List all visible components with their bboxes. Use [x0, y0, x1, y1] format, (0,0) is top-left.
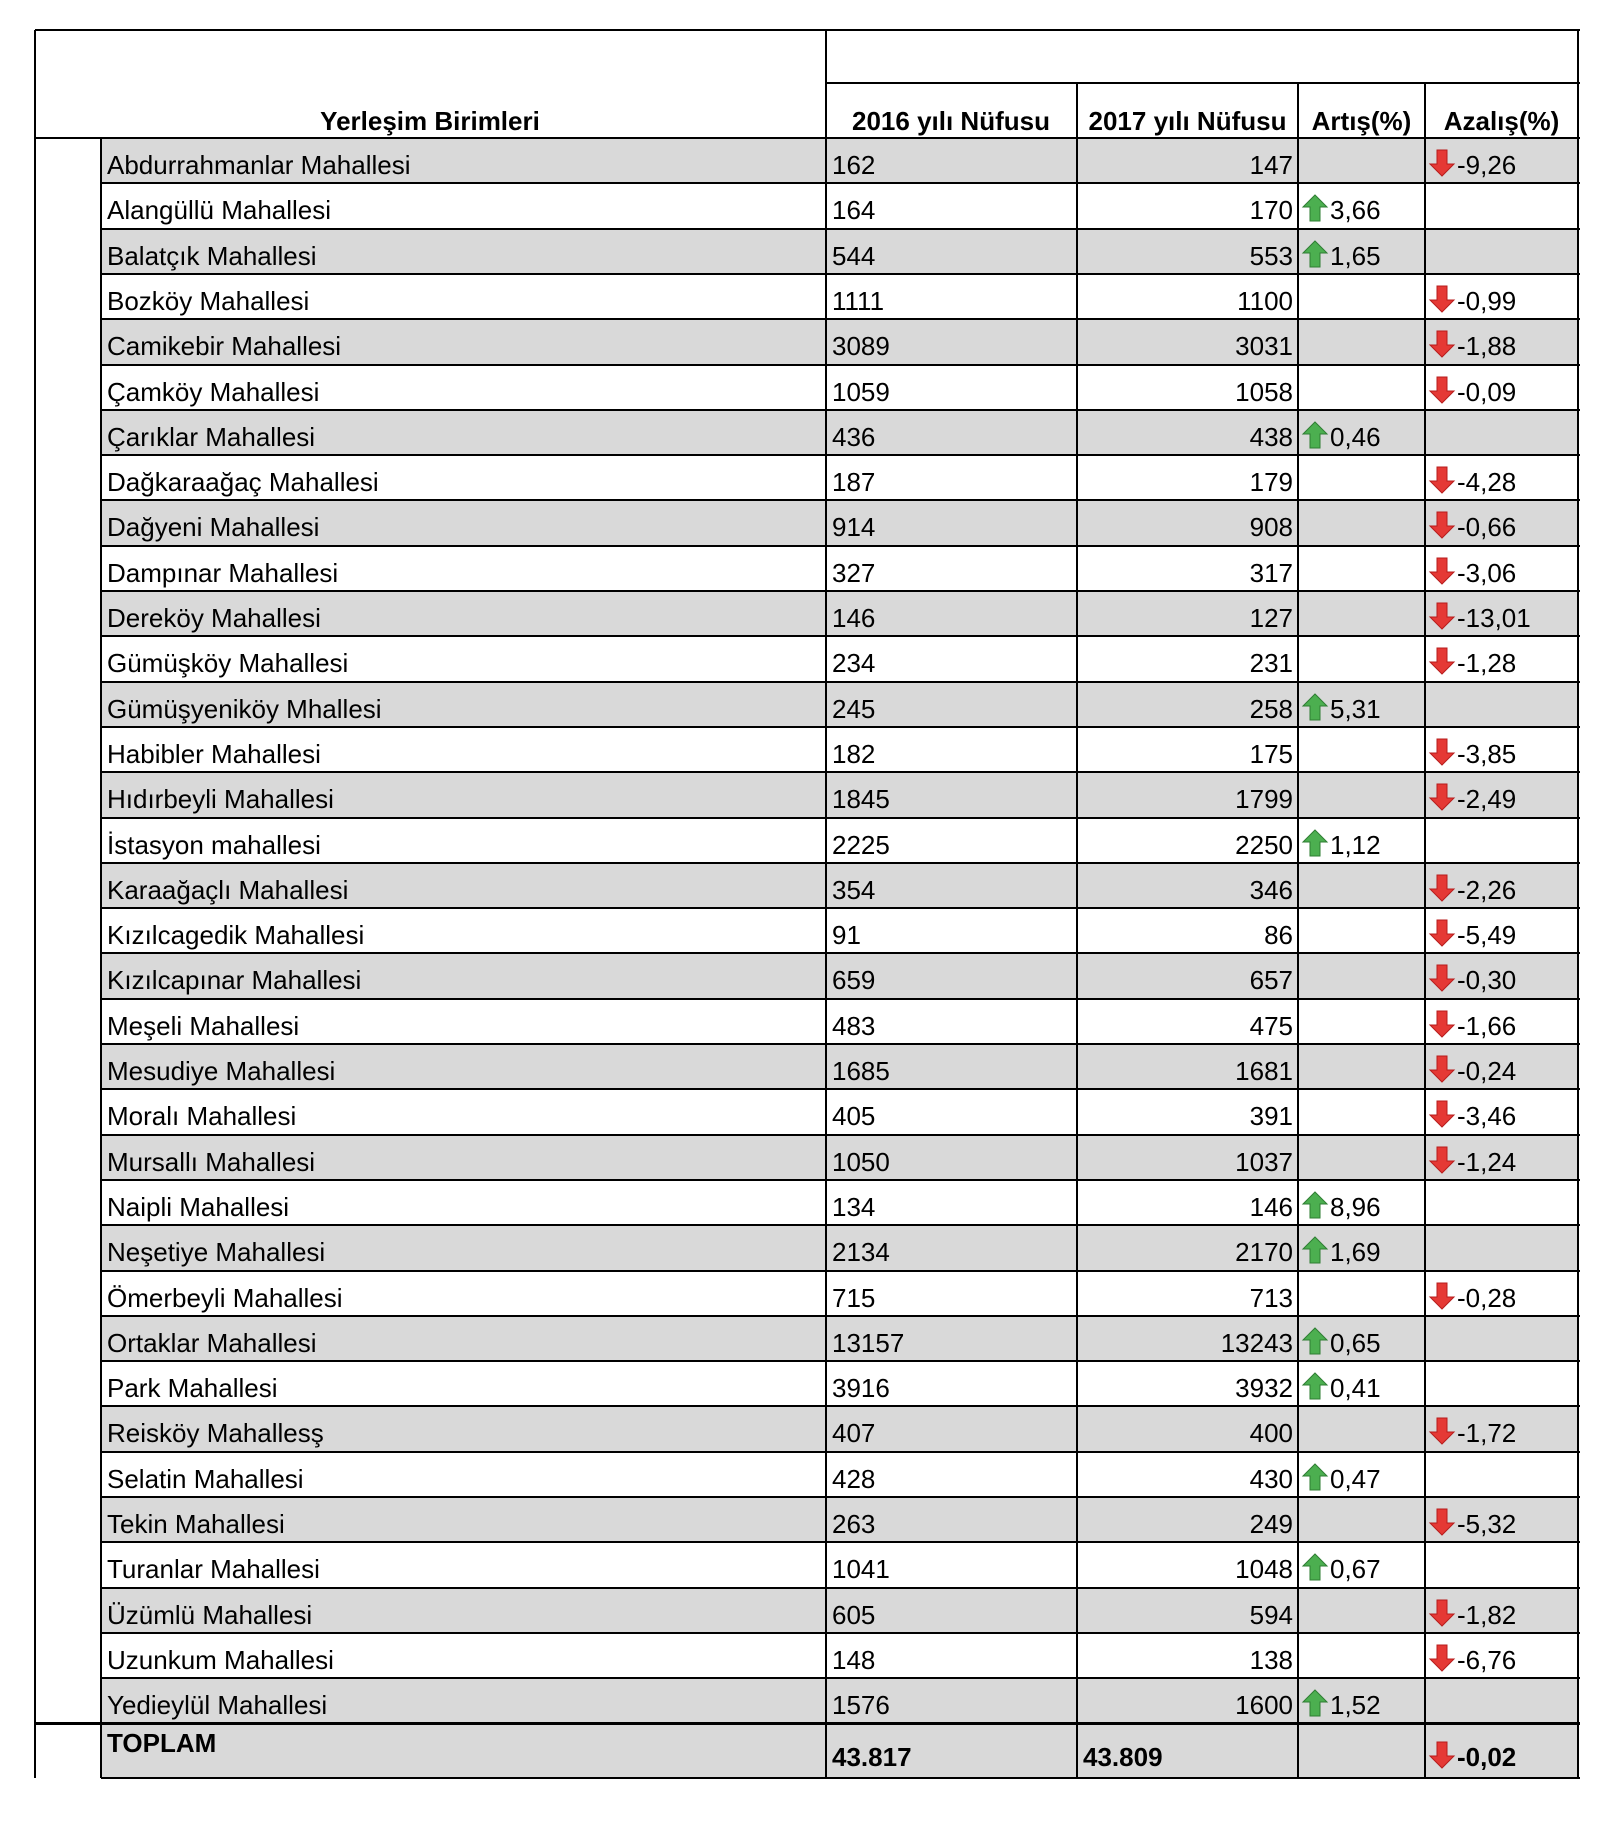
grid-line [101, 998, 1580, 1000]
grid-line [101, 1451, 1580, 1453]
arrow-down-icon [1428, 1598, 1456, 1628]
row-population-2016: 1050 [832, 1146, 890, 1177]
row-decrease-value: -1,24 [1457, 1146, 1517, 1177]
arrow-up-icon [1301, 1552, 1329, 1582]
row-population-2016: 148 [832, 1644, 876, 1675]
arrow-down-icon [1428, 1740, 1456, 1770]
grid-line [35, 29, 1580, 31]
row-decrease-value: -9,26 [1457, 150, 1517, 180]
grid-line [101, 545, 1580, 547]
row-increase-value: 5,31 [1330, 693, 1381, 724]
arrow-up-icon [1301, 239, 1329, 269]
row-increase-value: 0,65 [1330, 1327, 1381, 1358]
grid-line [1577, 30, 1579, 1778]
row-population-2016: 2134 [832, 1237, 890, 1268]
row-population-2017: 1058 [1235, 376, 1293, 407]
row-decrease-value: -3,46 [1457, 1101, 1517, 1132]
arrow-up-icon [1301, 1688, 1329, 1718]
row-decrease-value: -1,28 [1457, 648, 1517, 679]
grid-line [101, 952, 1580, 954]
row-decrease-value: -0,28 [1457, 1282, 1517, 1313]
row-name: Camikebir Mahallesi [107, 331, 342, 362]
arrow-down-icon [1428, 601, 1456, 631]
grid-line [101, 726, 1580, 728]
row-population-2017: 1681 [1235, 1056, 1293, 1086]
row-population-2017: 170 [1249, 195, 1293, 226]
arrow-down-icon [1428, 1054, 1456, 1084]
grid-line [101, 273, 1580, 275]
arrow-down-icon [1428, 1145, 1456, 1175]
grid-line [101, 1360, 1580, 1362]
arrow-down-icon [1428, 782, 1456, 812]
arrow-up-icon [1301, 828, 1329, 858]
row-decrease-value: -0,09 [1457, 376, 1517, 407]
arrow-up-icon [1301, 1462, 1329, 1492]
grid-line [101, 1270, 1580, 1272]
row-decrease-value: -1,66 [1457, 1010, 1517, 1041]
row-population-2016: 263 [832, 1509, 876, 1539]
row-population-2016: 354 [832, 874, 876, 905]
arrow-down-icon [1428, 1099, 1456, 1129]
row-decrease-value: -1,88 [1457, 331, 1517, 362]
row-decrease-value: -0,66 [1457, 512, 1517, 543]
row-population-2017: 175 [1249, 738, 1293, 769]
total-label: TOPLAM [107, 1727, 217, 1758]
row-name: Gümüşköy Mahallesi [107, 648, 349, 679]
row-population-2017: 138 [1249, 1644, 1293, 1675]
row-name: Hıdırbeyli Mahallesi [107, 784, 334, 815]
row-population-2016: 91 [832, 920, 861, 951]
grid-line [101, 681, 1580, 683]
grid-line [101, 1541, 1580, 1543]
row-increase-value: 0,47 [1330, 1463, 1381, 1494]
grid-line [1297, 83, 1299, 1778]
arrow-down-icon [1428, 1281, 1456, 1311]
row-population-2017: 1799 [1235, 784, 1293, 815]
arrow-down-icon [1428, 148, 1456, 178]
arrow-down-icon [1428, 510, 1456, 540]
row-decrease-value: -0,24 [1457, 1056, 1517, 1086]
arrow-up-icon [1301, 1552, 1329, 1582]
grid-line [101, 1088, 1580, 1090]
arrow-down-icon [1428, 918, 1456, 948]
row-name: Çarıklar Mahallesi [107, 421, 316, 452]
row-decrease-value: -0,99 [1457, 285, 1517, 316]
arrow-down-icon [1428, 510, 1456, 540]
arrow-down-icon [1428, 375, 1456, 405]
row-population-2017: 231 [1249, 648, 1293, 679]
row-name: Abdurrahmanlar Mahallesi [107, 150, 411, 180]
row-population-2016: 405 [832, 1101, 876, 1132]
row-population-2017: 553 [1249, 240, 1293, 271]
row-name: Habibler Mahallesi [107, 738, 321, 769]
row-population-2016: 1685 [832, 1056, 890, 1086]
arrow-down-icon [1428, 329, 1456, 359]
row-population-2016: 234 [832, 648, 876, 679]
row-increase-value: 0,41 [1330, 1373, 1381, 1404]
row-name: Üzümlü Mahallesi [107, 1599, 313, 1630]
row-population-2016: 428 [832, 1463, 876, 1494]
row-population-2017: 1100 [1237, 285, 1293, 316]
row-population-2016: 1041 [832, 1554, 890, 1585]
arrow-up-icon [1301, 1190, 1329, 1220]
row-population-2017: 2250 [1235, 829, 1293, 860]
grid-line [101, 409, 1580, 411]
header-settlement-units: Yerleşim Birimleri [320, 106, 540, 136]
arrow-down-icon [1428, 465, 1456, 495]
row-population-2016: 483 [832, 1010, 876, 1041]
row-name: Moralı Mahallesi [107, 1101, 297, 1132]
grid-line [101, 817, 1580, 819]
row-increase-value: 1,65 [1330, 240, 1381, 271]
row-decrease-value: -6,76 [1457, 1644, 1517, 1675]
row-population-2016: 327 [832, 557, 876, 588]
row-name: Dereköy Mahallesi [107, 603, 321, 633]
grid-line [101, 1677, 1580, 1679]
row-name: Mesudiye Mahallesi [107, 1056, 336, 1086]
row-increase-value: 8,96 [1330, 1191, 1381, 1222]
row-name: Balatçık Mahallesi [107, 240, 317, 271]
grid-line [101, 1722, 1580, 1725]
grid-line [35, 1722, 103, 1725]
row-population-2016: 164 [832, 195, 876, 226]
arrow-up-icon [1301, 1326, 1329, 1356]
row-population-2016: 134 [832, 1191, 876, 1222]
arrow-down-icon [1428, 737, 1456, 767]
grid-line [101, 635, 1580, 637]
row-name: Turanlar Mahallesi [107, 1554, 320, 1585]
grid-line [101, 1134, 1580, 1136]
arrow-down-icon [1428, 329, 1456, 359]
arrow-down-icon [1428, 782, 1456, 812]
row-name: Dağyeni Mahallesi [107, 512, 320, 543]
arrow-down-icon [1428, 148, 1456, 178]
arrow-up-icon [1301, 1235, 1329, 1265]
row-decrease-value: -0,30 [1457, 965, 1517, 996]
row-population-2016: 3089 [832, 331, 890, 362]
row-population-2017: 1600 [1235, 1690, 1293, 1721]
row-population-2016: 407 [832, 1418, 876, 1449]
arrow-up-icon [1301, 420, 1329, 450]
arrow-down-icon [1428, 465, 1456, 495]
row-population-2017: 146 [1249, 1191, 1293, 1222]
arrow-down-icon [1428, 646, 1456, 676]
row-name: Dampınar Mahallesi [107, 557, 339, 588]
row-population-2017: 317 [1249, 557, 1293, 588]
grid-line [101, 1224, 1580, 1226]
grid-line [101, 1315, 1580, 1317]
row-name: Kızılcagedik Mahallesi [107, 920, 365, 951]
arrow-down-icon [1428, 1507, 1456, 1537]
row-population-2017: 657 [1249, 965, 1293, 996]
row-population-2016: 605 [832, 1599, 876, 1630]
grid-line [825, 30, 827, 1778]
grid-line [1424, 83, 1426, 1778]
row-population-2016: 182 [832, 738, 876, 769]
arrow-down-icon [1428, 963, 1456, 993]
arrow-up-icon [1301, 1371, 1329, 1401]
row-population-2017: 258 [1249, 693, 1293, 724]
arrow-up-icon [1301, 239, 1329, 269]
row-population-2017: 127 [1249, 603, 1293, 633]
arrow-up-icon [1301, 1326, 1329, 1356]
arrow-up-icon [1301, 420, 1329, 450]
grid-line [101, 1405, 1580, 1407]
row-population-2017: 391 [1249, 1101, 1293, 1132]
row-name: Mursallı Mahallesi [107, 1146, 316, 1177]
header-2016-population: 2016 yılı Nüfusu [852, 106, 1050, 136]
arrow-down-icon [1428, 1416, 1456, 1446]
row-decrease-value: -2,49 [1457, 784, 1517, 815]
grid-line [101, 364, 1580, 366]
arrow-up-icon [1301, 692, 1329, 722]
arrow-up-icon [1301, 1688, 1329, 1718]
arrow-up-icon [1301, 692, 1329, 722]
row-population-2016: 13157 [832, 1327, 905, 1358]
row-increase-value: 0,46 [1330, 421, 1381, 452]
row-name: Meşeli Mahallesi [107, 1010, 300, 1041]
row-population-2017: 1037 [1235, 1146, 1293, 1177]
row-population-2017: 1048 [1235, 1554, 1293, 1585]
row-population-2017: 2170 [1235, 1237, 1293, 1268]
arrow-down-icon [1428, 284, 1456, 314]
row-decrease-value: -3,06 [1457, 557, 1517, 588]
row-population-2017: 400 [1249, 1418, 1293, 1449]
row-population-2016: 659 [832, 965, 876, 996]
arrow-up-icon [1301, 1462, 1329, 1492]
arrow-down-icon [1428, 1145, 1456, 1175]
row-population-2016: 1111 [832, 285, 885, 316]
row-increase-value: 0,67 [1330, 1554, 1381, 1585]
arrow-down-icon [1428, 284, 1456, 314]
row-increase-value: 1,69 [1330, 1237, 1381, 1268]
arrow-down-icon [1428, 1643, 1456, 1673]
arrow-down-icon [1428, 873, 1456, 903]
arrow-down-icon [1428, 1009, 1456, 1039]
row-name: Kızılcapınar Mahallesi [107, 965, 362, 996]
row-population-2017: 594 [1249, 1599, 1293, 1630]
row-population-2017: 475 [1249, 1010, 1293, 1041]
grid-line [101, 907, 1580, 909]
grid-line [1076, 83, 1078, 1778]
row-population-2016: 245 [832, 693, 876, 724]
grid-line [101, 499, 1580, 501]
row-increase-value: 3,66 [1330, 195, 1381, 226]
grid-line [101, 771, 1580, 773]
arrow-up-icon [1301, 193, 1329, 223]
row-population-2017: 908 [1249, 512, 1293, 543]
arrow-down-icon [1428, 1281, 1456, 1311]
arrow-down-icon [1428, 963, 1456, 993]
grid-line [101, 182, 1580, 184]
row-population-2016: 146 [832, 603, 876, 633]
grid-line [826, 82, 1580, 84]
row-population-2017: 249 [1249, 1509, 1293, 1539]
row-population-2016: 3916 [832, 1373, 890, 1404]
row-population-2017: 3932 [1235, 1373, 1293, 1404]
row-population-2017: 438 [1249, 421, 1293, 452]
grid-line [101, 454, 1580, 456]
grid-line [101, 862, 1580, 864]
row-decrease-value: -5,32 [1457, 1509, 1517, 1539]
total-change-value: -0,02 [1457, 1741, 1517, 1772]
row-name: Uzunkum Mahallesi [107, 1644, 334, 1675]
grid-line [101, 1777, 1580, 1779]
row-population-2016: 715 [832, 1282, 876, 1313]
row-population-2016: 436 [832, 421, 876, 452]
arrow-down-icon [1428, 737, 1456, 767]
arrow-up-icon [1301, 1190, 1329, 1220]
row-population-2017: 3031 [1235, 331, 1293, 362]
row-population-2016: 162 [832, 150, 876, 180]
arrow-down-icon [1428, 1598, 1456, 1628]
arrow-down-icon [1428, 873, 1456, 903]
arrow-up-icon [1301, 1371, 1329, 1401]
row-increase-value: 1,12 [1330, 829, 1381, 860]
total-population-2017: 43.809 [1083, 1741, 1163, 1772]
row-population-2016: 187 [832, 467, 876, 498]
arrow-down-icon [1428, 1054, 1456, 1084]
row-name: Dağkaraağaç Mahallesi [107, 467, 379, 498]
row-decrease-value: -5,49 [1457, 920, 1517, 951]
arrow-down-icon [1428, 1099, 1456, 1129]
arrow-down-icon [1428, 556, 1456, 586]
grid-line [101, 1179, 1580, 1181]
arrow-up-icon [1301, 828, 1329, 858]
row-name: Bozköy Mahallesi [107, 285, 310, 316]
arrow-down-icon [1428, 1643, 1456, 1673]
row-population-2016: 1576 [832, 1690, 890, 1721]
row-name: Karaağaçlı Mahallesi [107, 874, 349, 905]
row-decrease-value: -3,85 [1457, 738, 1517, 769]
row-name: Ömerbeyli Mahallesi [107, 1282, 343, 1313]
row-name: Yedieylül Mahallesi [107, 1690, 328, 1721]
row-name: Tekin Mahallesi [107, 1509, 285, 1539]
row-name: Reisköy Mahallesş [107, 1418, 324, 1449]
arrow-down-icon [1428, 556, 1456, 586]
header-decrease-percent: Azalış(%) [1443, 106, 1560, 136]
row-name: Alangüllü Mahallesi [107, 195, 332, 226]
grid-line [101, 1587, 1580, 1589]
row-name: Park Mahallesi [107, 1373, 278, 1404]
row-population-2016: 1059 [832, 376, 890, 407]
arrow-down-icon [1428, 646, 1456, 676]
arrow-up-icon [1301, 1235, 1329, 1265]
grid-line [35, 137, 1580, 139]
header-increase-percent: Artış(%) [1311, 106, 1412, 136]
grid-line [101, 590, 1580, 592]
row-decrease-value: -1,82 [1457, 1599, 1517, 1630]
grid-line [101, 1043, 1580, 1045]
row-population-2017: 13243 [1220, 1327, 1293, 1358]
row-population-2016: 1845 [832, 784, 890, 815]
row-decrease-value: -1,72 [1457, 1418, 1517, 1449]
row-population-2016: 544 [832, 240, 876, 271]
row-name: Neşetiye Mahallesi [107, 1237, 326, 1268]
row-decrease-value: -4,28 [1457, 467, 1517, 498]
row-increase-value: 1,52 [1330, 1690, 1381, 1721]
row-population-2017: 86 [1264, 920, 1293, 951]
arrow-down-icon [1428, 601, 1456, 631]
grid-line [34, 30, 36, 1778]
grid-line [101, 1632, 1580, 1634]
row-population-2017: 179 [1249, 467, 1293, 498]
grid-line [101, 1496, 1580, 1498]
grid-line [100, 138, 102, 1778]
grid-line [101, 318, 1580, 320]
arrow-down-icon [1428, 1740, 1456, 1770]
row-population-2016: 2225 [832, 829, 890, 860]
arrow-up-icon [1301, 193, 1329, 223]
row-name: Selatin Mahallesi [107, 1463, 304, 1494]
row-population-2016: 914 [832, 512, 876, 543]
row-decrease-value: -13,01 [1457, 603, 1531, 633]
row-name: Naipli Mahallesi [107, 1191, 290, 1222]
header-2017-population: 2017 yılı Nüfusu [1088, 106, 1287, 136]
arrow-down-icon [1428, 375, 1456, 405]
arrow-down-icon [1428, 1009, 1456, 1039]
arrow-down-icon [1428, 918, 1456, 948]
row-population-2017: 713 [1249, 1282, 1293, 1313]
row-name: Gümüşyeniköy Mhallesi [107, 693, 382, 724]
row-name: Çamköy Mahallesi [107, 376, 320, 407]
total-population-2016: 43.817 [832, 1741, 912, 1772]
arrow-down-icon [1428, 1507, 1456, 1537]
row-name: Ortaklar Mahallesi [107, 1327, 317, 1358]
row-population-2017: 147 [1249, 150, 1293, 180]
row-population-2017: 346 [1249, 874, 1293, 905]
grid-line [101, 228, 1580, 230]
row-population-2017: 430 [1249, 1463, 1293, 1494]
row-name: İstasyon mahallesi [107, 829, 321, 860]
arrow-down-icon [1428, 1416, 1456, 1446]
row-decrease-value: -2,26 [1457, 874, 1517, 905]
